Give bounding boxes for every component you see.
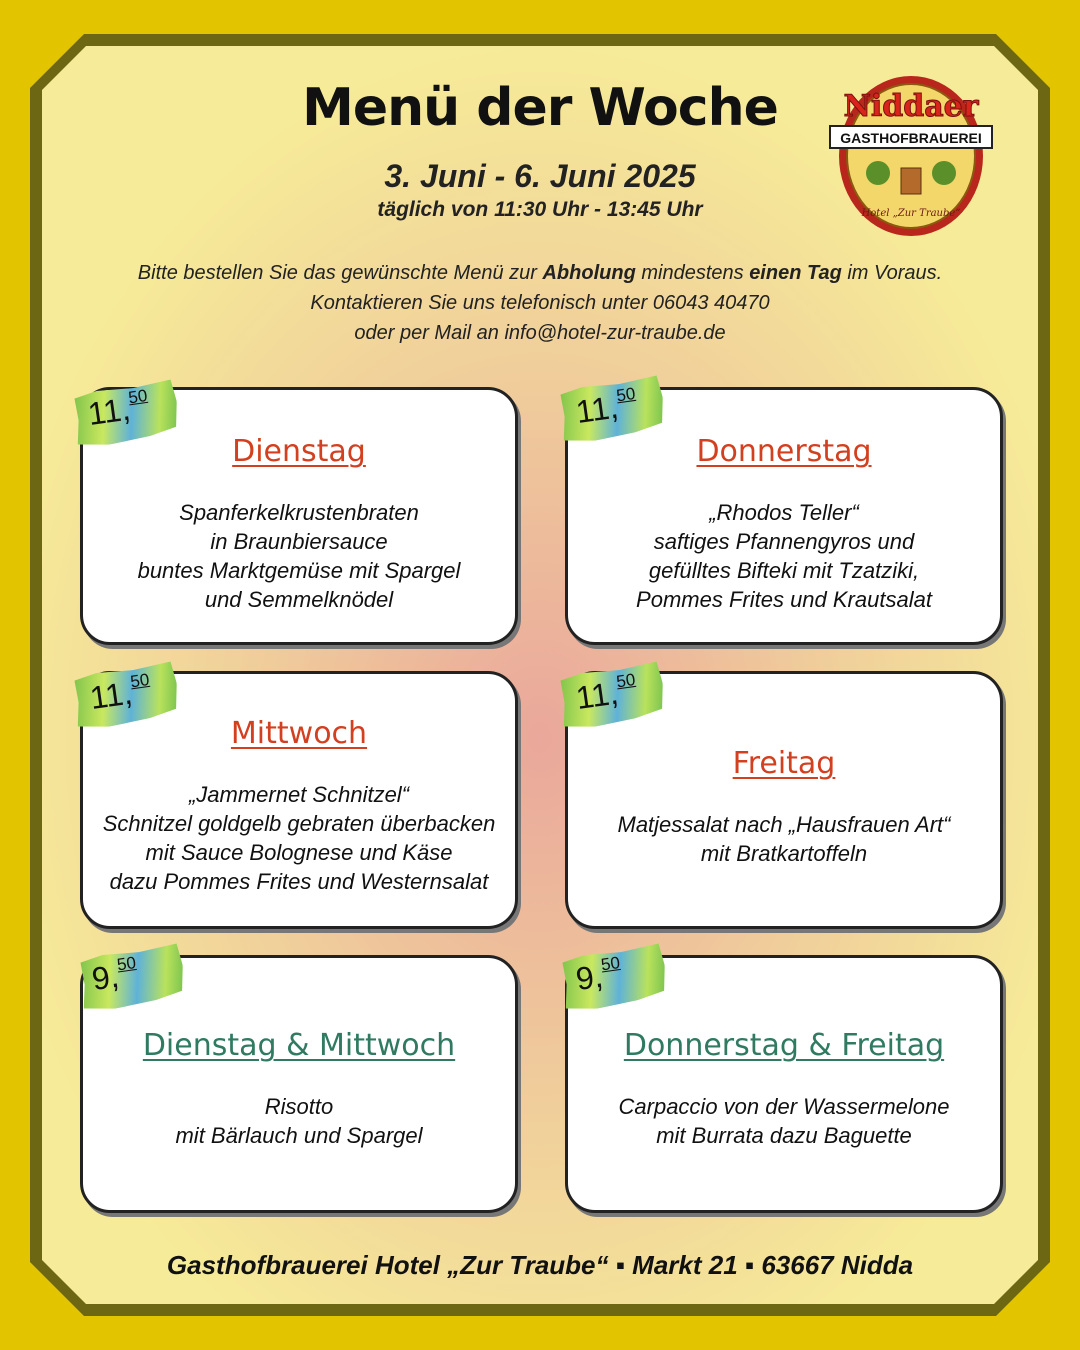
logo-subtitle: Hotel „Zur Traube“ [861, 208, 961, 219]
order-info-line-3: oder per Mail an info@hotel-zur-traube.de [354, 322, 726, 344]
order-info-line-2: Kontaktieren Sie uns telefonisch unter 06043 40470 [310, 292, 770, 314]
footer-address: Gasthofbrauerei Hotel „Zur Traube“ ▪ Markt 21 ▪ 63667 Nidda [166, 1250, 914, 1280]
price-tag: 11,50 [87, 669, 151, 717]
menu-day: Dienstag & Mittwoch [142, 1028, 456, 1063]
order-info-line-1: Bitte bestellen Sie das gewünschte Menü zur Abholung mindestens einen Tag im Voraus. [137, 262, 943, 284]
price-tag: 11,50 [573, 383, 637, 431]
order-info [60, 258, 1020, 348]
brewery-logo [828, 68, 994, 238]
logo-word: Niddaer [843, 89, 979, 124]
menu-description: „Jammernet Schnitzel“ Schnitzel goldgelb gebraten überbacken mit Sauce Bolognese und Käse dazu Pommes Frites und Westernsalat [102, 782, 496, 894]
menu-description: Spanferkelkrustenbraten in Braunbiersauce buntes Marktgemüse mit Spargel und Semmelknödel [137, 500, 461, 612]
menu-description: „Rhodos Teller“ saftiges Pfannengyros und gefülltes Bifteki mit Tzatziki, Pommes Frites und Krautsalat [636, 500, 932, 612]
opening-hours: täglich von 11:30 Uhr - 13:45 Uhr [377, 198, 703, 221]
menu-description: Risotto mit Bärlauch und Spargel [175, 1094, 423, 1148]
price-tag: 9,50 [89, 953, 138, 998]
price-tag: 11,50 [85, 385, 149, 433]
menu-day: Donnerstag & Freitag [623, 1028, 945, 1063]
menu-day: Donnerstag [696, 434, 872, 469]
page-title: Menü der Woche [302, 78, 778, 138]
price-tag: 9,50 [573, 953, 622, 998]
menu-description: Matjessalat nach „Hausfrauen Art“ mit Bratkartoffeln [617, 812, 951, 866]
menu-description: Carpaccio von der Wassermelone mit Burrata dazu Baguette [618, 1094, 950, 1148]
week-dates: 3. Juni - 6. Juni 2025 [384, 158, 696, 194]
price-tag: 11,50 [573, 669, 637, 717]
logo-banner: GASTHOFBRAUEREI [840, 130, 982, 146]
menu-day: Freitag [732, 746, 836, 781]
menu-day: Dienstag [232, 434, 366, 469]
menu-day: Mittwoch [230, 716, 368, 751]
